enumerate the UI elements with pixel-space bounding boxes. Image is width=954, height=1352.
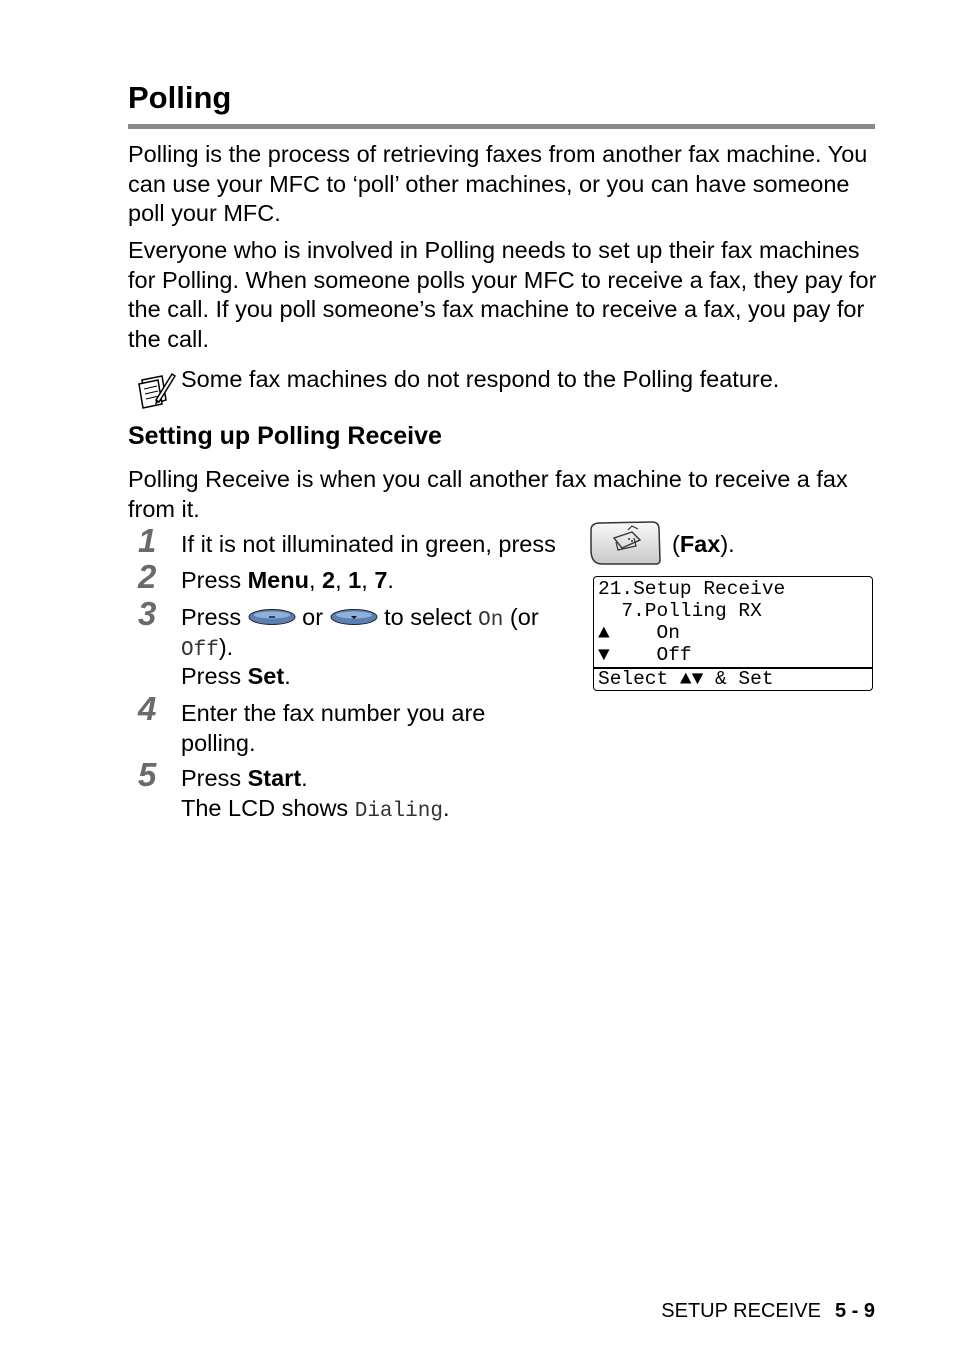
footer-section: SETUP RECEIVE: [661, 1300, 821, 1322]
lcd-line-1: 21.Setup Receive: [598, 578, 786, 600]
section-heading: Setting up Polling Receive: [128, 422, 442, 450]
step-3-text-line2: Off).: [181, 634, 234, 662]
lcd-line-4: ▼ Off: [598, 644, 692, 666]
note-text: Some fax machines do not respond to the Polling feature.: [181, 366, 780, 392]
lcd-line-3: ▲ On: [598, 622, 680, 644]
page-number: 5 - 9: [834, 1300, 875, 1322]
down-arrow-key-icon: [330, 608, 378, 626]
step-4-text-line2: polling.: [181, 730, 256, 756]
intro-paragraph: Polling is the process of retrieving faxes from another fax machine. You can use your MFC to ‘poll’ other machines, or you can have someone poll your MFC.: [128, 141, 868, 226]
fax-key-label: (Fax).: [672, 531, 735, 557]
step-number: 5: [138, 756, 157, 793]
billing-paragraph: Everyone who is involved in Polling needs to set up their fax machines for Polling. When someone polls your MFC to receive a fax, they pay for the call. If you poll someone’s fax machine to receive a fax, you pay for the call.: [128, 237, 877, 352]
note-pad-icon: [134, 370, 176, 410]
step-number: 1: [138, 522, 157, 559]
step-2-text: Press Menu, 2, 1, 7.: [181, 567, 394, 593]
title-rule: [128, 124, 875, 129]
page-title: Polling: [128, 80, 232, 115]
page-footer: [661, 1300, 875, 1323]
lcd-line-5: Select ▲▼ & Set: [598, 668, 774, 690]
step-4-text: Enter the fax number you are: [181, 700, 486, 726]
step-3-text-line3: Press Set.: [181, 663, 291, 689]
step-number: 2: [138, 558, 157, 595]
fax-key-icon: [588, 520, 662, 566]
section-paragraph: Polling Receive is when you call another fax machine to receive a fax from it.: [128, 466, 848, 522]
step-number: 4: [138, 690, 157, 727]
lcd-line-2: 7.Polling RX: [598, 600, 762, 622]
up-arrow-key-icon: [248, 608, 296, 626]
step-5-text-line2: The LCD shows Dialing.: [181, 795, 450, 823]
lcd-display: [593, 576, 873, 691]
step-number: 3: [138, 595, 157, 632]
step-5-text: Press Start.: [181, 765, 308, 791]
step-3-text: Press or to select On (or: [181, 604, 539, 632]
step-1-text: If it is not illuminated in green, press: [181, 531, 556, 557]
